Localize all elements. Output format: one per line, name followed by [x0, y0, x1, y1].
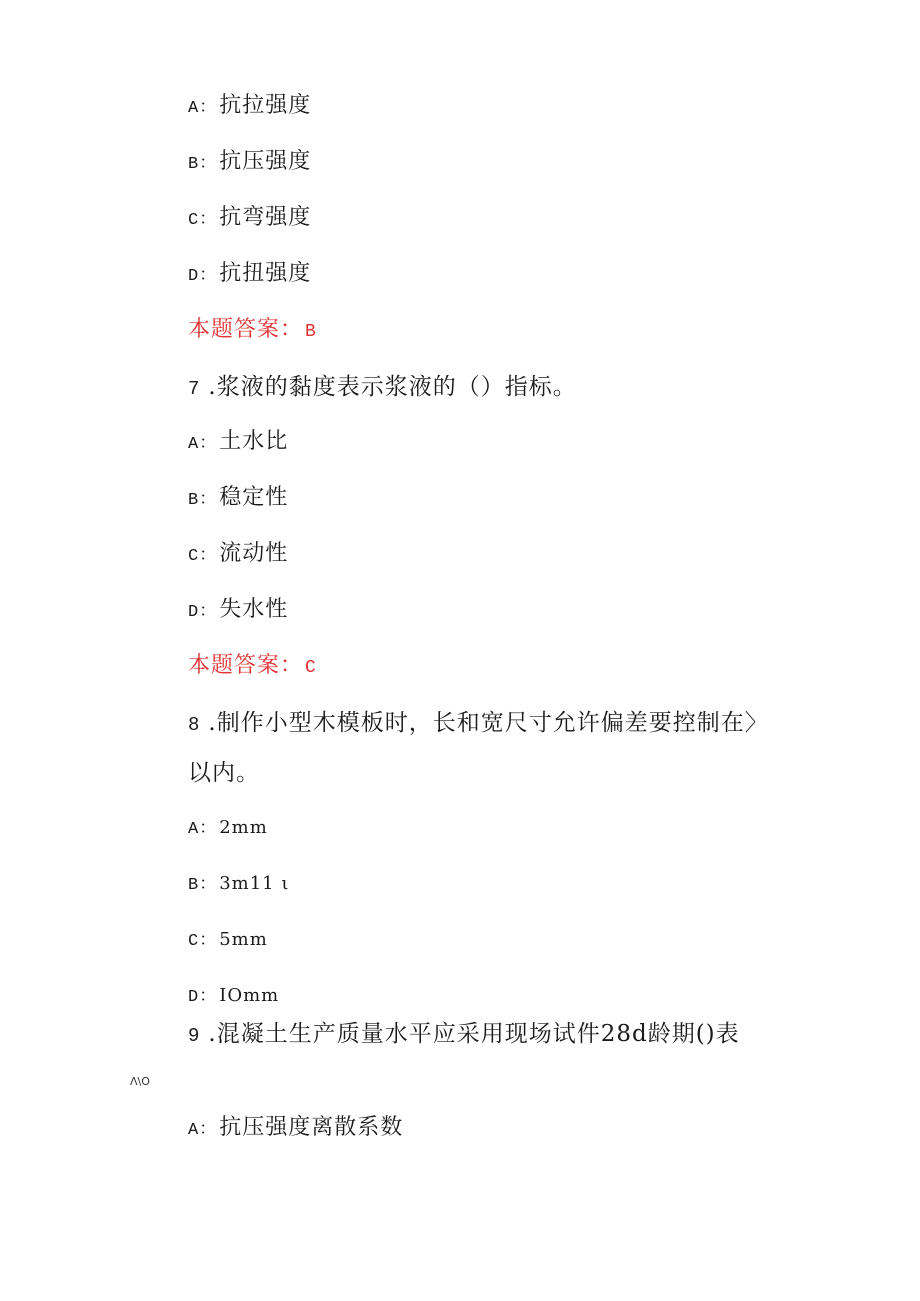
q6-option-d — [188, 256, 311, 287]
answer-letter: B — [305, 322, 317, 342]
q8-question — [188, 704, 769, 737]
q9-fragment: Λ\O — [130, 1075, 150, 1088]
q7-option-d — [188, 592, 288, 623]
option-label: A： — [188, 435, 218, 454]
q8-option-d — [188, 981, 279, 1007]
option-text: 失水性 — [219, 597, 289, 622]
q8-question-cont — [188, 754, 260, 787]
option-label: A： — [188, 820, 218, 839]
option-label: C： — [188, 547, 218, 566]
option-text: 2mm — [219, 817, 268, 838]
option-text: 抗压强度 — [219, 149, 312, 174]
q8-option-c — [188, 925, 268, 951]
q7-answer — [188, 648, 317, 679]
option-label: B： — [188, 876, 218, 895]
option-text: 抗拉强度 — [219, 93, 312, 118]
answer-letter: C — [305, 658, 317, 678]
q7-option-c — [188, 536, 288, 567]
question-number: 7 — [188, 378, 201, 400]
option-text: 3m11 ι — [219, 873, 290, 894]
q9-question — [188, 1015, 740, 1048]
q7-option-b — [188, 480, 288, 511]
question-text: .制作小型木模板时，长和宽尺寸允许偏差要控制在〉 — [208, 710, 769, 736]
option-label: C： — [188, 932, 218, 951]
question-text: .浆液的黏度表示浆液的（）指标。 — [208, 374, 577, 400]
answer-prefix: 本题答案： — [188, 653, 304, 678]
question-text: .混凝土生产质量水平应采用现场试件28d龄期()表 — [208, 1021, 740, 1047]
q9-option-a — [188, 1110, 403, 1141]
question-number: 8 — [188, 714, 201, 736]
option-label: B： — [188, 155, 218, 174]
option-text: 土水比 — [219, 429, 289, 454]
q6-option-c — [188, 200, 311, 231]
question-number: 9 — [188, 1025, 201, 1047]
q7-option-a — [188, 424, 288, 455]
option-label: D： — [188, 988, 218, 1007]
q7-question — [188, 368, 577, 401]
option-text: 流动性 — [219, 541, 289, 566]
q6-option-b — [188, 144, 311, 175]
option-text: 抗扭强度 — [219, 261, 312, 286]
answer-prefix: 本题答案： — [188, 317, 304, 342]
option-text: IOmm — [219, 985, 280, 1006]
option-label: A： — [188, 1121, 218, 1140]
option-label: C： — [188, 211, 218, 230]
option-text: 稳定性 — [219, 485, 289, 510]
question-text: 以内。 — [188, 760, 260, 786]
q8-option-b — [188, 869, 289, 895]
option-label: D： — [188, 267, 218, 286]
option-label: A： — [188, 99, 218, 118]
q8-option-a — [188, 813, 268, 839]
option-text: 抗压强度离散系数 — [219, 1115, 404, 1140]
q6-answer — [188, 312, 317, 343]
option-text: 抗弯强度 — [219, 205, 312, 230]
option-label: B： — [188, 491, 218, 510]
q6-option-a — [188, 88, 311, 119]
option-text: 5mm — [219, 929, 268, 950]
option-label: D： — [188, 603, 218, 622]
